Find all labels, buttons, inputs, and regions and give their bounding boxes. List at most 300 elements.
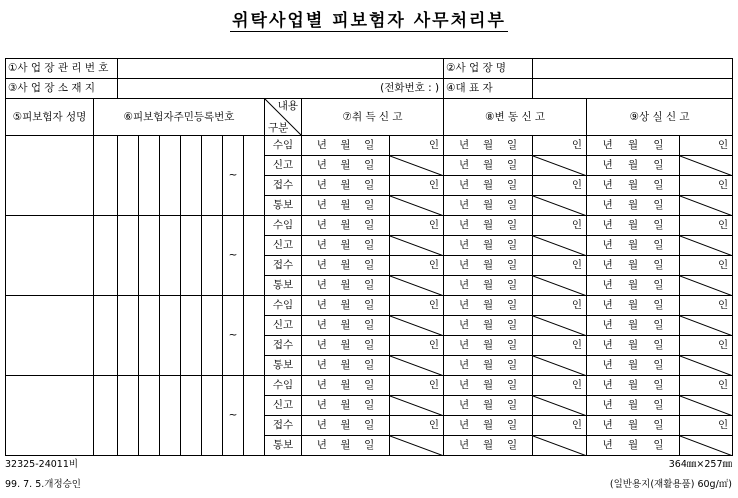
row-type-label: 신고 [265, 236, 302, 256]
month-label: 월 [340, 139, 351, 152]
resident-digit-cell[interactable] [139, 216, 160, 296]
year-label: 년 [459, 399, 470, 412]
crossed-cell [390, 276, 444, 296]
day-label: 일 [507, 299, 518, 312]
date-cell[interactable] [444, 256, 533, 276]
seal-label: 인 [428, 179, 440, 192]
date-cell[interactable] [302, 176, 390, 196]
month-label: 월 [483, 199, 494, 212]
day-label: 일 [653, 359, 664, 372]
row-type-label: 접수 [265, 256, 302, 276]
day-label: 일 [653, 239, 664, 252]
resident-digit-cell[interactable] [244, 216, 265, 296]
day-label: 일 [507, 339, 518, 352]
seal-cell[interactable] [680, 376, 733, 396]
seal-label: 인 [717, 179, 729, 192]
crossed-cell [390, 316, 444, 336]
date-cell[interactable] [302, 436, 390, 456]
resident-digit-cell[interactable] [202, 136, 223, 216]
resident-digit-cell[interactable] [244, 296, 265, 376]
seal-cell[interactable] [390, 416, 444, 436]
day-label: 일 [364, 319, 375, 332]
resident-digit-cell[interactable] [181, 296, 202, 376]
month-label: 월 [627, 179, 639, 192]
date-cell[interactable] [302, 276, 390, 296]
month-label: 월 [627, 299, 639, 312]
day-label: 일 [364, 419, 375, 432]
seal-cell[interactable] [680, 176, 733, 196]
diagonal-line-icon [533, 276, 587, 296]
year-label: 년 [316, 239, 327, 252]
seal-label: 인 [571, 379, 583, 392]
year-label: 년 [316, 399, 327, 412]
date-cell[interactable] [302, 156, 390, 176]
col-loss-header: ⑨상 실 신 고 [587, 99, 733, 136]
year-label: 년 [602, 319, 613, 332]
seal-label: 인 [717, 339, 729, 352]
date-cell[interactable] [587, 176, 680, 196]
diagonal-line-icon [390, 356, 444, 376]
seal-cell[interactable] [533, 136, 587, 156]
seal-cell[interactable] [533, 416, 587, 436]
date-cell[interactable] [302, 356, 390, 376]
month-label: 월 [483, 319, 494, 332]
day-label: 일 [653, 159, 664, 172]
resident-digit-cell[interactable] [118, 296, 139, 376]
month-label: 월 [483, 239, 494, 252]
date-cell[interactable] [587, 376, 680, 396]
year-label: 년 [602, 199, 613, 212]
day-label: 일 [364, 219, 375, 232]
date-cell[interactable] [444, 336, 533, 356]
date-cell[interactable] [444, 296, 533, 316]
table-row [6, 216, 733, 236]
day-label: 일 [507, 379, 518, 392]
month-label: 월 [340, 199, 351, 212]
seal-cell[interactable] [533, 256, 587, 276]
year-label: 년 [459, 239, 470, 252]
date-cell[interactable] [302, 396, 390, 416]
seal-label: 인 [717, 219, 729, 232]
date-cell[interactable] [444, 176, 533, 196]
seal-label: 인 [428, 339, 440, 352]
register-table [5, 58, 733, 456]
insured-name-cell[interactable] [6, 296, 94, 376]
date-cell[interactable] [587, 316, 680, 336]
seal-cell[interactable] [390, 336, 444, 356]
seal-label: 인 [717, 259, 729, 272]
seal-cell[interactable] [390, 136, 444, 156]
year-label: 년 [316, 279, 327, 292]
resident-digit-cell[interactable] [118, 216, 139, 296]
header-row-2 [6, 79, 733, 99]
month-label: 월 [483, 179, 494, 192]
day-label: 일 [653, 299, 664, 312]
crossed-cell [680, 316, 733, 336]
crossed-cell [533, 276, 587, 296]
year-label: 년 [459, 199, 470, 212]
seal-label: 인 [571, 179, 583, 192]
resident-digit-cell[interactable] [244, 136, 265, 216]
seal-label: 인 [428, 219, 440, 232]
year-label: 년 [316, 339, 327, 352]
row-type-label: 접수 [265, 416, 302, 436]
resident-digit-cell[interactable] [94, 216, 118, 296]
month-label: 월 [627, 239, 639, 252]
date-cell[interactable] [444, 376, 533, 396]
crossed-cell [533, 356, 587, 376]
crossed-cell [390, 236, 444, 256]
date-cell[interactable] [587, 356, 680, 376]
date-cell[interactable] [587, 436, 680, 456]
day-label: 일 [507, 399, 518, 412]
diagonal-line-icon [390, 316, 444, 336]
seal-label: 인 [571, 419, 583, 432]
date-cell[interactable] [302, 376, 390, 396]
crossed-cell [533, 156, 587, 176]
row-type-label: 신고 [265, 316, 302, 336]
day-label: 일 [364, 139, 375, 152]
month-label: 월 [340, 159, 351, 172]
seal-label: 인 [428, 139, 440, 152]
crossed-cell [680, 196, 733, 216]
date-cell[interactable] [587, 296, 680, 316]
month-label: 월 [483, 439, 494, 452]
seal-label: 인 [571, 339, 583, 352]
date-cell[interactable] [587, 256, 680, 276]
date-cell[interactable] [587, 336, 680, 356]
crossed-cell [680, 276, 733, 296]
date-cell[interactable] [444, 316, 533, 336]
year-label: 년 [602, 139, 613, 152]
month-label: 월 [627, 279, 639, 292]
seal-cell[interactable] [390, 376, 444, 396]
month-label: 월 [627, 259, 639, 272]
day-label: 일 [653, 139, 664, 152]
row-type-label: 수임 [265, 376, 302, 396]
day-label: 일 [364, 359, 375, 372]
crossed-cell [680, 396, 733, 416]
month-label: 월 [483, 359, 494, 372]
year-label: 년 [459, 259, 470, 272]
day-label: 일 [364, 159, 375, 172]
diagonal-line-icon [533, 316, 587, 336]
year-label: 년 [459, 379, 470, 392]
seal-label: 인 [571, 139, 583, 152]
year-label: 년 [459, 439, 470, 452]
year-label: 년 [602, 399, 613, 412]
year-label: 년 [602, 279, 613, 292]
diagonal-line-icon [680, 396, 733, 416]
insured-name-cell[interactable] [6, 136, 94, 216]
day-label: 일 [653, 259, 664, 272]
column-header-row [6, 99, 733, 136]
resident-digit-cell[interactable] [202, 216, 223, 296]
insured-name-cell[interactable] [6, 376, 94, 456]
content-label: 내용 [277, 100, 299, 112]
seal-cell[interactable] [680, 336, 733, 356]
resident-digit-cell[interactable] [202, 296, 223, 376]
date-cell[interactable] [587, 156, 680, 176]
resident-digit-cell[interactable] [94, 296, 118, 376]
date-cell[interactable] [302, 136, 390, 156]
col-acquire-header: ⑦취 득 신 고 [302, 99, 444, 136]
day-label: 일 [364, 279, 375, 292]
diagonal-line-icon [680, 276, 733, 296]
biz-address-field[interactable] [118, 79, 444, 99]
date-cell[interactable] [587, 416, 680, 436]
month-label: 월 [483, 299, 494, 312]
phone-label: (전화번호 : ) [380, 82, 440, 95]
day-label: 일 [507, 159, 518, 172]
day-label: 일 [507, 359, 518, 372]
year-label: 년 [602, 359, 613, 372]
diagonal-line-icon [680, 316, 733, 336]
year-label: 년 [602, 219, 613, 232]
year-label: 년 [316, 359, 327, 372]
col-resident-no-header: ⑥피보험자주민등록번호 [94, 99, 265, 136]
seal-label: 인 [428, 419, 440, 432]
day-label: 일 [507, 419, 518, 432]
resident-digit-cell[interactable] [94, 376, 118, 456]
date-cell[interactable] [587, 276, 680, 296]
diagonal-line-icon [390, 156, 444, 176]
date-cell[interactable] [302, 196, 390, 216]
resident-digit-cell[interactable] [118, 136, 139, 216]
day-label: 일 [364, 379, 375, 392]
date-cell[interactable] [444, 356, 533, 376]
date-cell[interactable] [444, 236, 533, 256]
month-label: 월 [483, 259, 494, 272]
resident-digit-cell[interactable] [139, 136, 160, 216]
month-label: 월 [340, 359, 351, 372]
seal-cell[interactable] [680, 256, 733, 276]
month-label: 월 [340, 399, 351, 412]
resident-digit-cell[interactable] [160, 136, 181, 216]
date-cell[interactable] [587, 216, 680, 236]
year-label: 년 [602, 339, 613, 352]
row-type-label: 수임 [265, 136, 302, 156]
resident-digit-cell[interactable] [244, 376, 265, 456]
month-label: 월 [627, 359, 639, 372]
row-type-label: 통보 [265, 276, 302, 296]
crossed-cell [680, 436, 733, 456]
day-label: 일 [364, 199, 375, 212]
seal-cell[interactable] [533, 376, 587, 396]
year-label: 년 [316, 379, 327, 392]
seal-label: 인 [717, 299, 729, 312]
seal-cell[interactable] [533, 296, 587, 316]
date-cell[interactable] [302, 236, 390, 256]
day-label: 일 [364, 259, 375, 272]
year-label: 년 [459, 339, 470, 352]
year-label: 년 [316, 159, 327, 172]
row-type-label: 수임 [265, 296, 302, 316]
representative-field[interactable] [533, 79, 733, 99]
date-cell[interactable] [587, 196, 680, 216]
year-label: 년 [602, 379, 613, 392]
resident-digit-cell[interactable] [160, 296, 181, 376]
seal-cell[interactable] [390, 256, 444, 276]
seal-cell[interactable] [680, 136, 733, 156]
seal-cell[interactable] [680, 216, 733, 236]
date-cell[interactable] [587, 136, 680, 156]
month-label: 월 [627, 339, 639, 352]
category-label: 구분 [268, 121, 289, 134]
seal-label: 인 [428, 379, 440, 392]
day-label: 일 [507, 219, 518, 232]
resident-digit-cell[interactable] [94, 136, 118, 216]
month-label: 월 [627, 319, 639, 332]
date-cell[interactable] [444, 276, 533, 296]
date-cell[interactable] [444, 436, 533, 456]
day-label: 일 [364, 299, 375, 312]
day-label: 일 [653, 279, 664, 292]
day-label: 일 [653, 379, 664, 392]
diagonal-line-icon [390, 236, 444, 256]
month-label: 월 [627, 379, 639, 392]
year-label: 년 [459, 319, 470, 332]
crossed-cell [390, 396, 444, 416]
month-label: 월 [483, 339, 494, 352]
date-cell[interactable] [444, 196, 533, 216]
year-label: 년 [316, 319, 327, 332]
date-cell[interactable] [302, 296, 390, 316]
diagonal-line-icon [390, 276, 444, 296]
representative-label: ④대 표 자 [444, 79, 533, 99]
year-label: 년 [602, 179, 613, 192]
seal-label: 인 [717, 419, 729, 432]
day-label: 일 [364, 439, 375, 452]
date-cell[interactable] [444, 136, 533, 156]
day-label: 일 [653, 179, 664, 192]
resident-digit-cell[interactable] [160, 376, 181, 456]
resident-digit-cell[interactable] [202, 376, 223, 456]
seal-cell[interactable] [533, 216, 587, 236]
year-label: 년 [602, 299, 613, 312]
seal-label: 인 [717, 139, 729, 152]
month-label: 월 [340, 319, 351, 332]
header-row-1 [6, 59, 733, 79]
date-cell[interactable] [302, 416, 390, 436]
seal-cell[interactable] [390, 296, 444, 316]
resident-digit-cell[interactable] [181, 136, 202, 216]
month-label: 월 [340, 339, 351, 352]
year-label: 년 [316, 219, 327, 232]
seal-label: 인 [571, 299, 583, 312]
table-row [6, 296, 733, 316]
crossed-cell [390, 196, 444, 216]
row-type-label: 통보 [265, 356, 302, 376]
col-name-header: ⑤피보험자 성명 [6, 99, 94, 136]
resident-digit-cell[interactable] [139, 296, 160, 376]
biz-mgmt-no-label: ①사 업 장 관 리 번 호 [6, 59, 118, 79]
month-label: 월 [340, 219, 351, 232]
row-type-label: 통보 [265, 196, 302, 216]
resident-digit-cell[interactable] [160, 216, 181, 296]
form-title: 위탁사업별 피보험자 사무처리부 [232, 11, 506, 31]
resident-digit-cell[interactable] [181, 216, 202, 296]
day-label: 일 [507, 179, 518, 192]
date-cell[interactable] [587, 396, 680, 416]
diagonal-line-icon [680, 196, 733, 216]
date-cell[interactable] [444, 156, 533, 176]
crossed-cell [533, 436, 587, 456]
month-label: 월 [483, 379, 494, 392]
seal-cell[interactable] [390, 176, 444, 196]
date-cell[interactable] [302, 256, 390, 276]
date-cell[interactable] [587, 236, 680, 256]
month-label: 월 [627, 419, 639, 432]
date-cell[interactable] [444, 416, 533, 436]
resident-digit-cell[interactable] [118, 376, 139, 456]
diagonal-line-icon [533, 396, 587, 416]
day-label: 일 [653, 439, 664, 452]
seal-label: 인 [717, 379, 729, 392]
resident-separator: ~ [223, 216, 244, 296]
col-category-header [265, 99, 302, 136]
year-label: 년 [602, 159, 613, 172]
month-label: 월 [340, 419, 351, 432]
date-cell[interactable] [302, 316, 390, 336]
row-type-label: 통보 [265, 436, 302, 456]
date-cell[interactable] [444, 216, 533, 236]
insured-name-cell[interactable] [6, 216, 94, 296]
date-cell[interactable] [444, 396, 533, 416]
month-label: 월 [340, 239, 351, 252]
year-label: 년 [602, 439, 613, 452]
crossed-cell [533, 316, 587, 336]
seal-cell[interactable] [533, 336, 587, 356]
date-cell[interactable] [302, 336, 390, 356]
resident-separator: ~ [223, 296, 244, 376]
diagonal-line-icon [680, 356, 733, 376]
year-label: 년 [459, 359, 470, 372]
biz-name-label: ②사 업 장 명 [444, 59, 533, 79]
diagonal-line-icon [533, 196, 587, 216]
year-label: 년 [459, 279, 470, 292]
year-label: 년 [602, 259, 613, 272]
biz-name-field[interactable] [533, 59, 733, 79]
biz-address-label: ③사 업 장 소 재 지 [6, 79, 118, 99]
month-label: 월 [627, 139, 639, 152]
crossed-cell [680, 156, 733, 176]
seal-cell[interactable] [680, 416, 733, 436]
day-label: 일 [507, 279, 518, 292]
diagonal-line-icon [390, 196, 444, 216]
diagonal-line-icon [533, 156, 587, 176]
month-label: 월 [340, 179, 351, 192]
day-label: 일 [653, 339, 664, 352]
paper-size: 364㎜×257㎜ [668, 459, 732, 470]
table-row [6, 136, 733, 156]
month-label: 월 [340, 299, 351, 312]
resident-digit-cell[interactable] [181, 376, 202, 456]
day-label: 일 [364, 239, 375, 252]
year-label: 년 [316, 199, 327, 212]
seal-label: 인 [571, 219, 583, 232]
crossed-cell [680, 236, 733, 256]
seal-cell[interactable] [390, 216, 444, 236]
day-label: 일 [364, 399, 375, 412]
seal-cell[interactable] [533, 176, 587, 196]
biz-mgmt-no-field[interactable] [118, 59, 444, 79]
resident-digit-cell[interactable] [139, 376, 160, 456]
date-cell[interactable] [302, 216, 390, 236]
seal-cell[interactable] [680, 296, 733, 316]
seal-label: 인 [428, 299, 440, 312]
row-type-label: 접수 [265, 176, 302, 196]
